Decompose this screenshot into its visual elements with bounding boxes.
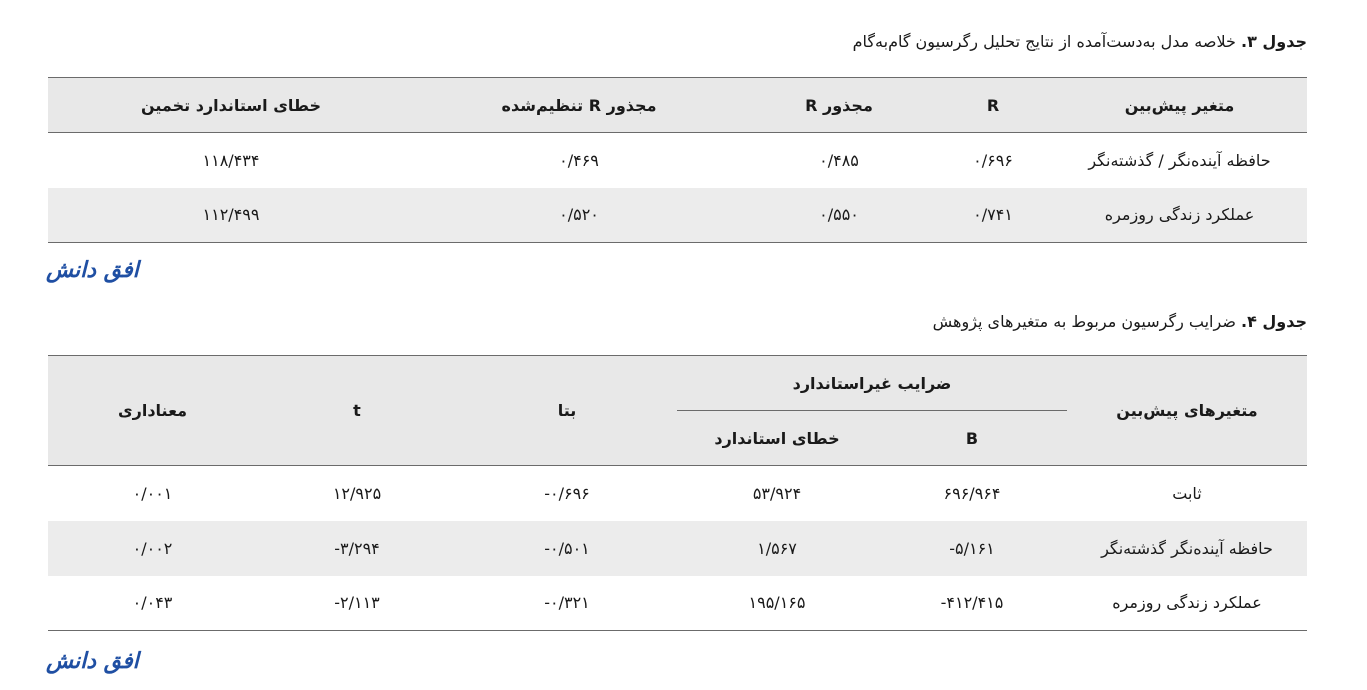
cell-std-error-estimate: ۱۱۸/۴۳۴ [202,150,260,170]
cell-adjusted-r-squared: ۰/۴۶۹ [559,150,599,170]
header-predictors: متغیرهای پیش‌بین [1067,356,1307,466]
table-row [48,133,1307,188]
publisher-logo: افق دانش [46,257,139,283]
table-header-row [48,356,1307,411]
cell-predictor: عملکرد زندگی روزمره [1112,593,1262,613]
cell-r-squared: ۰/۵۵۰ [819,205,859,225]
regression-coefficients-table [48,355,1307,631]
header-b: B [877,411,1067,466]
cell-std-error: ۵۳/۹۲۴ [752,483,802,503]
cell-significance: ۰/۰۰۱ [132,483,173,503]
cell-significance: ۰/۰۴۳ [132,593,173,613]
cell-beta: -۰/۶۹۶ [544,483,590,503]
table-row [48,466,1307,521]
cell-t: ۱۲/۹۲۵ [332,483,382,503]
cell-b: -۵/۱۶۱ [949,538,995,558]
header-t: t [257,356,457,466]
table-row [48,188,1307,243]
cell-beta: -۰/۳۲۱ [544,593,590,613]
table4-caption [933,312,1307,331]
cell-predictor: ثابت [1172,483,1202,503]
cell-std-error-estimate: ۱۱۲/۴۹۹ [202,205,260,225]
header-unstandardized-coefficients: ضرایب غیراستاندارد [677,356,1067,411]
table-header-row [48,78,1307,133]
table3-caption-label: جدول ۳. [1240,32,1307,51]
table3-caption [853,32,1307,51]
cell-predictor: حافظه آینده‌نگر گذشته‌نگر [1101,538,1273,558]
header-std-error-estimate: خطای استاندارد تخمین [48,78,414,133]
cell-std-error: ۱۹۵/۱۶۵ [748,593,806,613]
header-std-error: خطای استاندارد [677,411,877,466]
cell-significance: ۰/۰۰۲ [132,538,173,558]
cell-predictor: عملکرد زندگی روزمره [1104,205,1255,225]
cell-r: ۰/۶۹۶ [973,150,1013,170]
header-beta: بتا [457,356,677,466]
model-summary-table [48,77,1307,243]
cell-t: -۳/۲۹۴ [334,538,380,558]
cell-b: ۶۹۶/۹۶۴ [943,483,1001,503]
table4-caption-label: جدول ۴. [1240,312,1307,331]
cell-adjusted-r-squared: ۰/۵۲۰ [559,205,599,225]
cell-predictor: حافظه آینده‌نگر / گذشته‌نگر [1088,150,1271,170]
cell-beta: -۰/۵۰۱ [544,538,590,558]
table4-caption-text: ضرایب رگرسیون مربوط به متغیرهای پژوهش [932,312,1241,331]
cell-std-error: ۱/۵۶۷ [757,538,797,558]
table3-caption-text: خلاصه مدل به‌دست‌آمده از نتایج تحلیل رگرسیون گام‌به‌گام [852,32,1241,51]
header-r-squared: مجذور R [744,78,934,133]
header-predictor: متغیر پیش‌بین [1052,78,1307,133]
header-significance: معناداری [48,356,257,466]
publisher-logo: افق دانش [46,648,139,674]
cell-r-squared: ۰/۴۸۵ [819,150,859,170]
table-row [48,576,1307,631]
cell-t: -۲/۱۱۳ [334,593,380,613]
table-row [48,521,1307,576]
cell-b: -۴۱۲/۴۱۵ [940,593,1004,613]
header-r: R [934,78,1052,133]
header-adjusted-r-squared: مجذور R تنظیم‌شده [414,78,744,133]
cell-r: ۰/۷۴۱ [973,205,1013,225]
